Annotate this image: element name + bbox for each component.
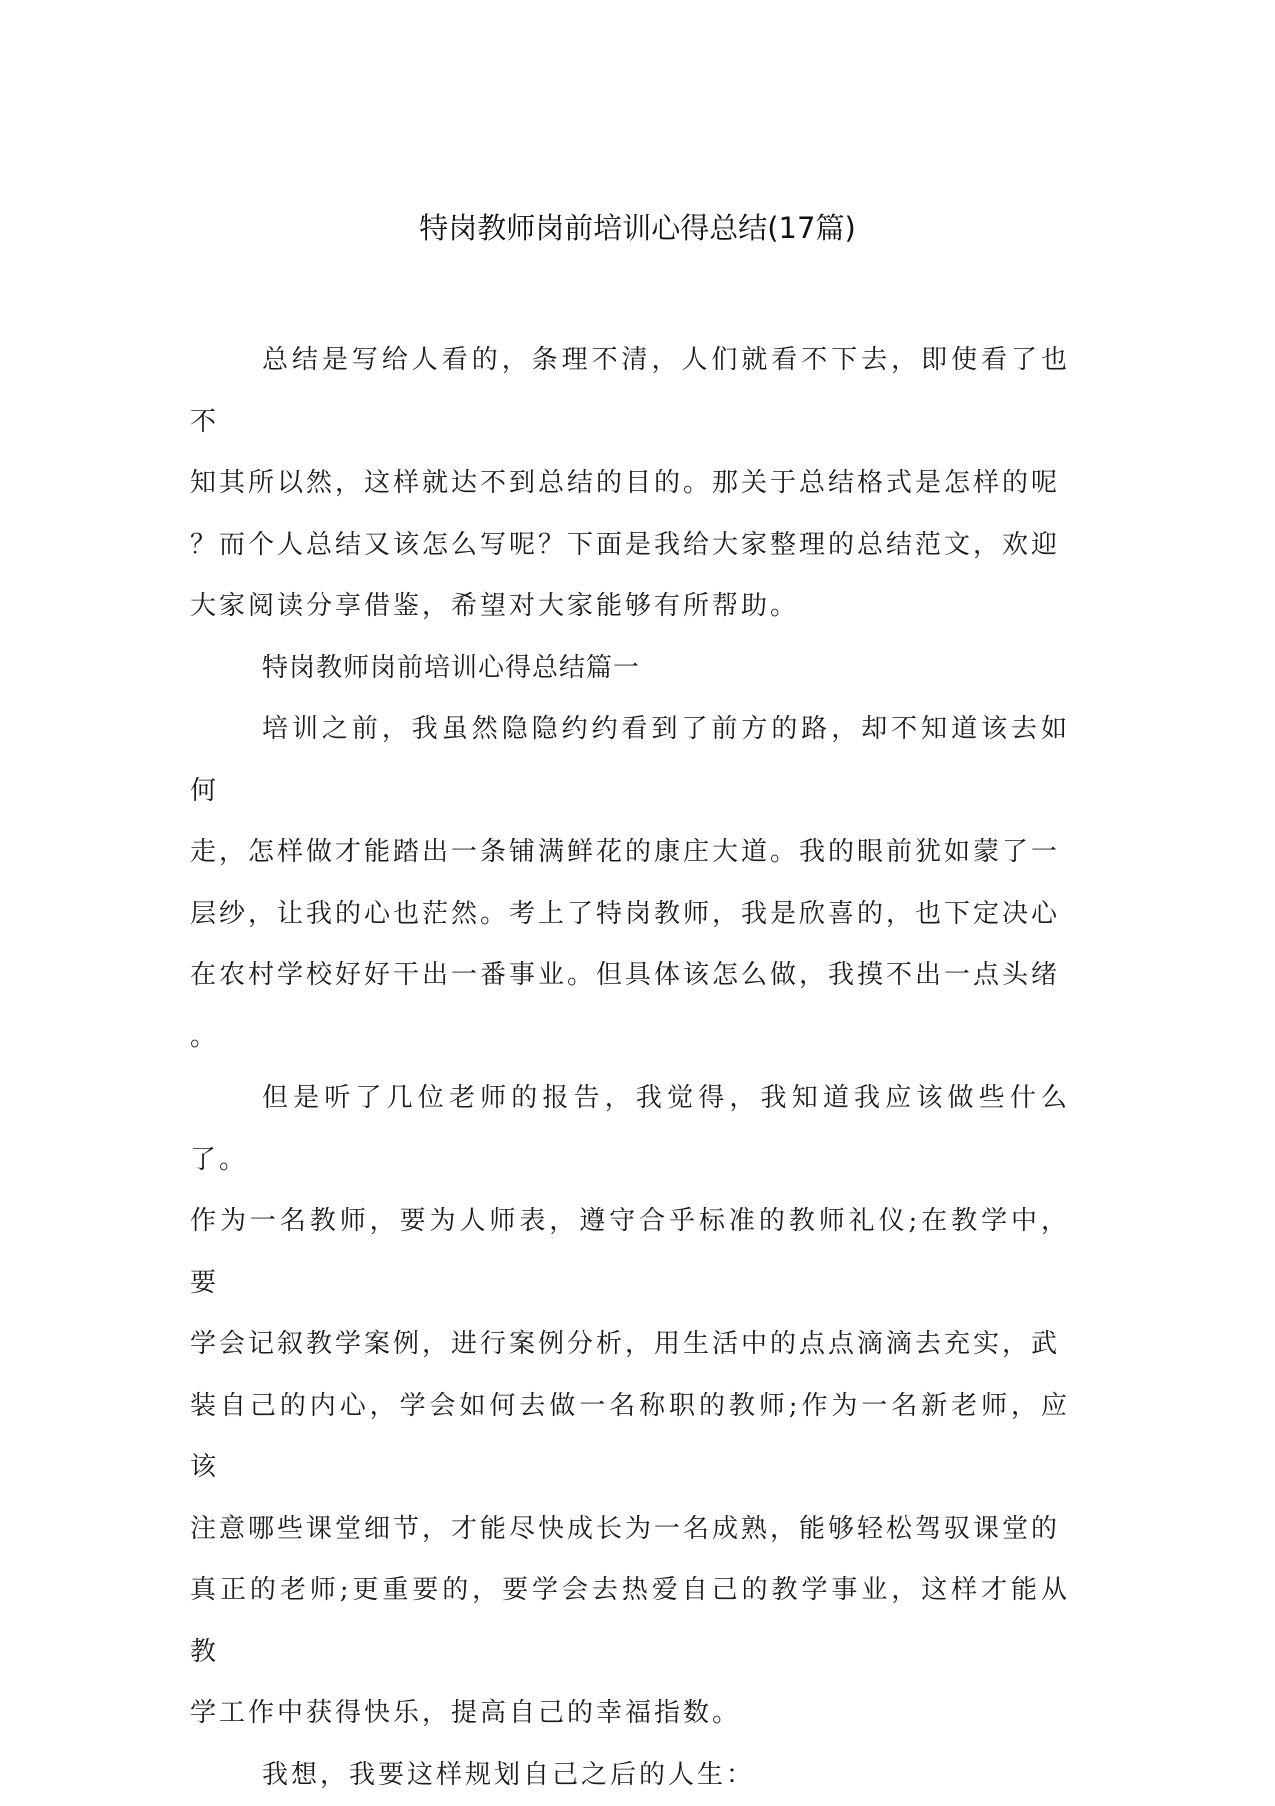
text-line: 作为一名教师，要为人师表，遵守合乎标准的教师礼仪;在教学中，要 [190, 1191, 1070, 1314]
text-line: ？而个人总结又该怎么写呢？下面是我给大家整理的总结范文，欢迎 [190, 515, 1070, 577]
text-line: 层纱，让我的心也茫然。考上了特岗教师，我是欣喜的，也下定决心 [190, 884, 1070, 946]
text-line: 总结是写给人看的，条理不清，人们就看不下去，即使看了也不 [190, 330, 1070, 453]
text-line: 真正的老师;更重要的，要学会去热爱自己的教学事业，这样才能从教 [190, 1560, 1070, 1683]
text-line: 我想，我要这样规划自己之后的人生： [190, 1745, 1070, 1806]
text-line: 走，怎样做才能踏出一条铺满鲜花的康庄大道。我的眼前犹如蒙了一 [190, 822, 1070, 884]
text-line: 知其所以然，这样就达不到总结的目的。那关于总结格式是怎样的呢 [190, 453, 1070, 515]
document-body [190, 330, 1070, 1806]
document-title: 特岗教师岗前培训心得总结(17篇) [0, 208, 1275, 248]
paragraph-intro [190, 330, 1070, 638]
text-line: 大家阅读分享借鉴，希望对大家能够有所帮助。 [190, 576, 1070, 638]
text-line: 特岗教师岗前培训心得总结篇一 [190, 638, 1070, 700]
paragraph-plan [190, 1745, 1070, 1806]
section-heading [190, 638, 1070, 700]
text-line: 。 [190, 1007, 1070, 1069]
text-line: 装自己的内心，学会如何去做一名称职的教师;作为一名新老师，应该 [190, 1376, 1070, 1499]
text-line: 学工作中获得快乐，提高自己的幸福指数。 [190, 1683, 1070, 1745]
paragraph-after-reports [190, 1068, 1070, 1745]
paragraph-before-training [190, 699, 1070, 1068]
text-line: 在农村学校好好干出一番事业。但具体该怎么做，我摸不出一点头绪 [190, 945, 1070, 1007]
text-line: 培训之前，我虽然隐隐约约看到了前方的路，却不知道该去如何 [190, 699, 1070, 822]
text-line: 但是听了几位老师的报告，我觉得，我知道我应该做些什么了。 [190, 1068, 1070, 1191]
text-line: 注意哪些课堂细节，才能尽快成长为一名成熟，能够轻松驾驭课堂的 [190, 1499, 1070, 1561]
text-line: 学会记叙教学案例，进行案例分析，用生活中的点点滴滴去充实，武 [190, 1314, 1070, 1376]
